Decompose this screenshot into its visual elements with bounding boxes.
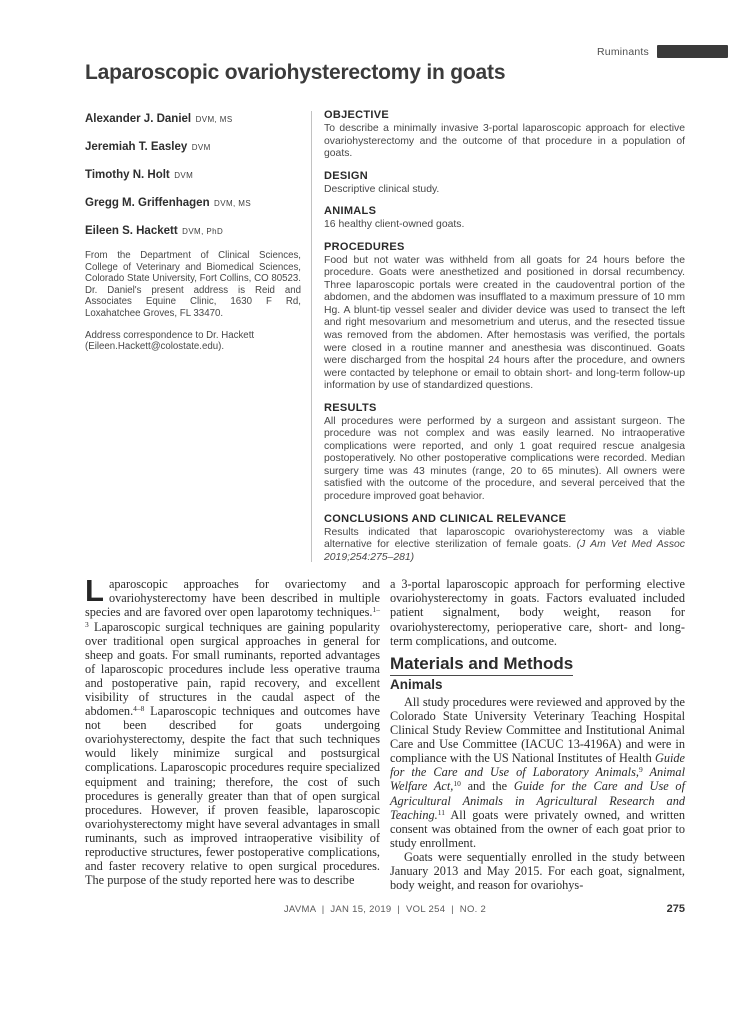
- body-column-right: [390, 577, 685, 892]
- abstract-heading: OBJECTIVE: [324, 109, 390, 121]
- abstract-section-procedures: [324, 241, 685, 393]
- abstract-text: To describe a minimally invasive 3-portal laparoscopic approach for elective ovariohysterectomy and the outcome of that procedure in a population of goats.: [324, 123, 685, 160]
- abstract-section-animals: [324, 205, 685, 232]
- structured-abstract: [324, 109, 685, 564]
- body-column-left: [85, 573, 380, 892]
- author-block: [85, 109, 301, 564]
- abstract-text: All procedures were performed by a surgeon and assistant surgeon. The procedure was not complex and was easily learned. No intraoperative complications were reported, and only 1 goat required rescue analgesia postoperatively. No other postoperative complications were recorded. Median surgery time was 43 minutes (range, 20 to 65 minutes). All owners were satisfied with the outcome of the procedure, and several perceived that the procedure improved goat behavior.: [324, 415, 685, 503]
- author-row: [85, 221, 301, 239]
- front-matter-section: [85, 109, 685, 564]
- abstract-section-design: [324, 170, 685, 197]
- page-number: 275: [666, 903, 685, 916]
- introduction-continued-paragraph: a 3-portal laparoscopic approach for performing elective ovariohysterectomy in goats. Factors evaluated included patient signalment, body weight, reason for ovariohysterectomy, perioperative care, short- and long-term complications, and outcome.: [390, 577, 685, 648]
- article-body: [85, 573, 686, 893]
- page-header: [597, 45, 728, 58]
- author-row: [85, 109, 301, 127]
- author-name: Jeremiah T. Easley: [85, 141, 188, 153]
- animals-paragraph-2: Goats were sequentially enrolled in the study between January 2013 and May 2015. For each goat, signalment, body weight, and reason for ovariohys-: [390, 849, 685, 893]
- abstract-heading: PROCEDURES: [324, 240, 405, 253]
- abstract-text: 16 healthy client-owned goats.: [324, 219, 465, 231]
- journal-citation-line: JAVMA | JAN 15, 2019 | VOL 254 | NO. 2: [283, 904, 487, 916]
- article-title: Laparoscopic ovariohysterectomy in goats: [85, 61, 506, 84]
- author-name: Gregg M. Griffenhagen: [85, 197, 210, 209]
- author-name: Eileen S. Hackett: [85, 225, 178, 237]
- abstract-section-conclusions: [324, 513, 685, 565]
- author-degrees: DVM, MS: [195, 115, 233, 124]
- introduction-paragraph: [85, 573, 380, 888]
- abstract-section-objective: [324, 109, 685, 161]
- affiliation-note: From the Department of Clinical Sciences, College of Veterinary and Biomedical Sciences, Colorado State University, Fort Collins, CO 80523. Dr. Daniel's present address is Reid and Associates Equine Clinic, 1630 F Rd, Loxahatchee Groves, FL 33470.: [85, 250, 301, 319]
- correspondence-note: Address correspondence to Dr. Hackett (Eileen.Hackett@colostate.edu).: [85, 329, 255, 353]
- author-degrees: DVM: [191, 143, 211, 152]
- introduction-text: aparoscopic approaches for ovariectomy and ovariohysterectomy have been described in multiple species and are favored over open laparotomy techniques.$^{1-3}$ Laparoscopic surgical techniques are gaining popularity over traditional open surgical approaches in general for sheep and goats. For small ruminants, reported advantages of laparoscopic procedures include less operative trauma and postoperative pain, rapid recovery, and excellent visibility of structures in the caudal aspect of the abdomen.$^{4-8}$ Laparoscopic techniques and outcomes have not been described for goats undergoing ovariohysterectomy, despite the fact that such techniques would likely minimize surgical and postsurgical complications. Laparoscopic procedures require specialized equipment and training; therefore, the cost of such procedures is generally greater than that of open surgical procedures. However, if proven feasible, laparoscopic ovariohysterectomy might have several advantages in small ruminants, such as improved intraoperative visibility of reproductive structures, fewer postoperative complications, and faster recovery relative to open surgical procedures. The purpose of the study reported here was to describe: [85, 577, 380, 888]
- abstract-text: Food but not water was withheld from all goats for 24 hours before the procedure. Goats were anesthetized and positioned in dorsal recumbency. Three laparoscopic portals were created in the caudoventral portion of the abdomen, and the abdomen was insufflated to a maximum pressure of 10 mm Hg. A blunt-tip vessel sealer and divider device was used to transect the left and right mesovarium and mesometrium and uterus, and the resected tissue was removed from the abdomen. After hemostasis was verified, the portals were closed in a routine manner and anesthesia was discontinued. Goats were discharged from the hospital 24 hours after the procedure, and owners were contacted by telephone or email to obtain short- and long-term follow-up information by use of standardized questions.: [324, 254, 685, 392]
- page-footer: [85, 904, 685, 920]
- author-degrees: DVM: [174, 171, 194, 180]
- abstract-heading: ANIMALS: [324, 205, 377, 218]
- author-degrees: DVM, PhD: [182, 227, 224, 236]
- abstract-text: Results indicated that laparoscopic ovariohysterectomy was a viable alternative for elective sterilization of female goats. (J Am Vet Med Assoc 2019;254:275–281): [324, 526, 685, 563]
- author-degrees: DVM, MS: [214, 199, 252, 208]
- abstract-heading: DESIGN: [324, 169, 368, 182]
- author-row: [85, 165, 301, 183]
- author-name: Timothy N. Holt: [85, 169, 170, 181]
- author-name: Alexander J. Daniel: [85, 113, 192, 125]
- materials-methods-heading: Materials and Methods: [390, 657, 685, 671]
- drop-cap: L: [85, 573, 104, 609]
- section-kicker-label: Ruminants: [597, 45, 649, 58]
- animals-subheading: Animals: [390, 676, 443, 692]
- abstract-text: Descriptive clinical study.: [324, 183, 440, 195]
- author-row: [85, 193, 301, 211]
- vertical-divider: [311, 111, 312, 562]
- author-row: [85, 137, 301, 155]
- abstract-heading: RESULTS: [324, 401, 377, 414]
- abstract-heading: CONCLUSIONS AND CLINICAL RELEVANCE: [324, 512, 567, 525]
- animals-paragraph-1: All study procedures were reviewed and approved by the Colorado State University Veterinary Teaching Hospital Clinical Study Review Committee and Institutional Animal Care and Use Committee (IACUC 13-4196A) and were in compliance with the US National Institutes of Health Guide for the Care and Use of Laboratory Animals,$^9$ Animal Welfare Act,$^{10}$ and the Guide for the Care and Use of Agricultural Animals in Agricultural Research and Teaching.$^{11}$ All goats were privately owned, and written consent was obtained from the owner of each goat prior to study enrollment.: [390, 694, 686, 850]
- abstract-section-results: [324, 402, 685, 504]
- section-tab-bar: [657, 45, 728, 58]
